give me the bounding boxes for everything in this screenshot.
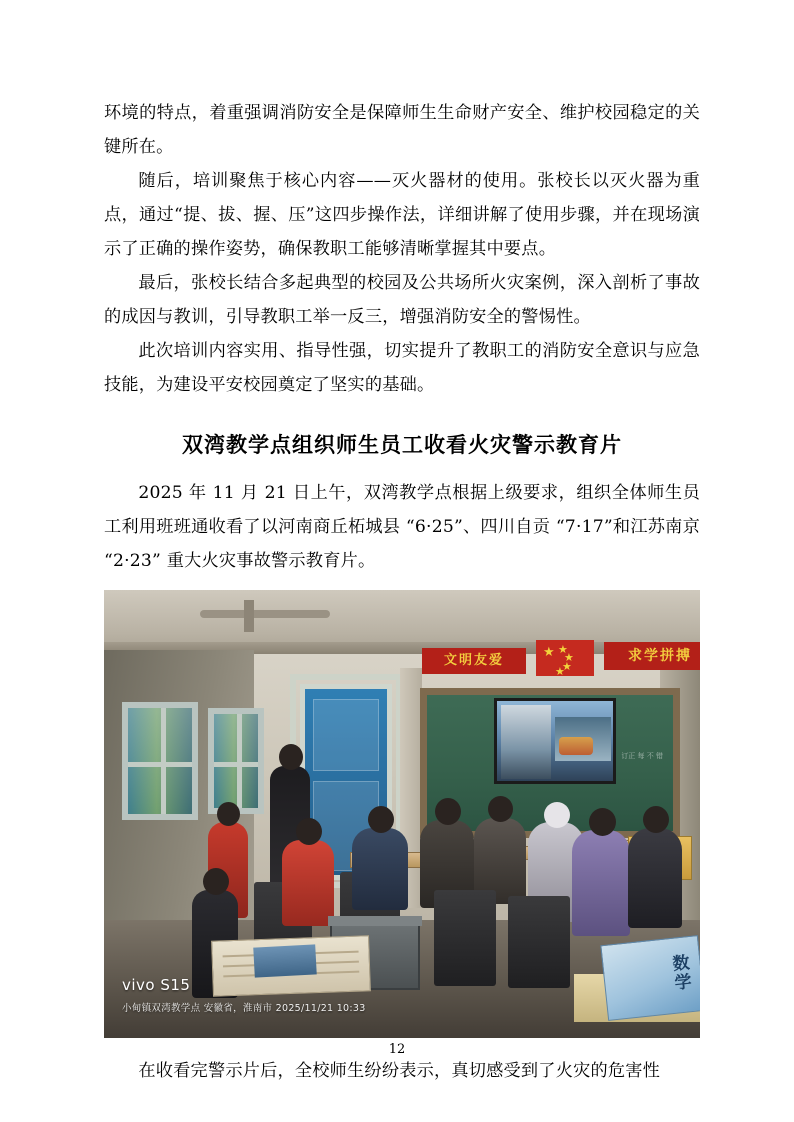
paragraph-4: 此次培训内容实用、指导性强，切实提升了教职工的消防安全意识与应急技能，为建设平安校园奠定了坚实的基础。 [104, 341, 700, 395]
classroom-photo [104, 590, 700, 1038]
fire-footage-icon [559, 737, 593, 755]
blackboard-chalk-text: 订正 每 不 错 [621, 752, 663, 760]
national-flag-icon: ★ ★ ★ ★ ★ [536, 640, 594, 676]
photo-student-blue-1 [352, 828, 408, 910]
photo-banner-left: 文明友爱 [422, 648, 526, 674]
photo-student-dark-2 [628, 828, 682, 928]
closing-paragraph: 在收看完警示片后，全校师生纷纷表示，真切感受到了火灾的危害性 [138, 1061, 661, 1081]
photo-student-purple [572, 830, 630, 936]
paragraph-3: 最后，张校长结合多起典型的校园及公共场所火灾案例，深入剖析了事故的成因与教训，引导教职工举一反三，增强消防安全的警惕性。 [104, 273, 700, 327]
photo-math-textbook [600, 935, 700, 1021]
photo-watermark-brand: vivo S15 [122, 976, 191, 994]
ceiling-fan-blade-icon [200, 610, 330, 618]
math-book-title: 数学 [667, 953, 692, 994]
photo-watermark-info: 小甸镇双湾教学点 安徽省，淮南市 2025/11/21 10:33 [122, 1003, 366, 1014]
paragraph-1: 环境的特点，着重强调消防安全是保障师生生命财产安全、维护校园稳定的关键所在。 [104, 103, 700, 157]
ceiling-fan-mount-icon [244, 600, 254, 632]
section-paragraph: 2025 年 11 月 21 日上午，双湾教学点根据上级要求，组织全体师生员工利用班班通收看了以河南商丘柘城县 “6·25”、四川自贡 “7·17”和江苏南京 “2·23” 重大火灾事故警示教育片。 [104, 483, 700, 571]
photo-window-right [208, 708, 264, 814]
page-number: 12 [388, 1042, 406, 1057]
photo-book-blue [253, 944, 316, 977]
photo-banner-right: 求学拼搏 [604, 642, 700, 670]
photo-projection-screen [494, 698, 616, 784]
photo-chair-3 [434, 890, 496, 986]
paragraph-2: 随后，培训聚焦于核心内容——灭火器材的使用。张校长以灭火器为重点，通过“提、拔、握、压”这四步操作法，详细讲解了使用步骤，并在现场演示了正确的操作姿势，确保教职工能够清晰掌握其中要点。 [104, 171, 700, 259]
photo-window-left [122, 702, 198, 820]
photo-student-red-2 [282, 840, 334, 926]
photo-chair-4 [508, 896, 570, 988]
section-heading: 双湾教学点组织师生员工收看火灾警示教育片 [182, 433, 622, 457]
page-content [104, 96, 700, 1088]
